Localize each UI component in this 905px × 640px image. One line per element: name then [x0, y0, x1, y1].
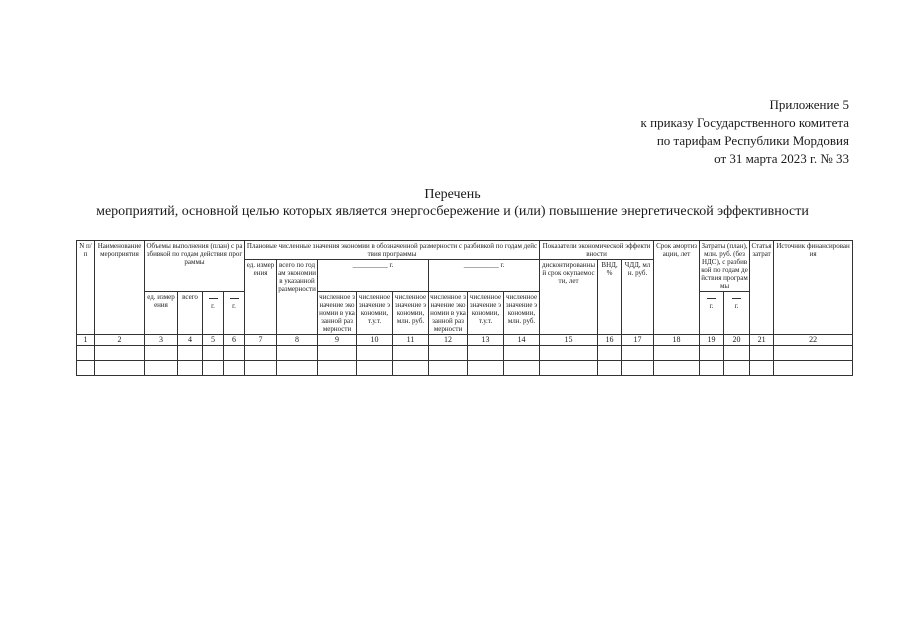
order-reference: к приказу Государственного комитета: [640, 115, 849, 130]
header-cost-article: Статья затрат: [750, 241, 774, 335]
document-subtitle: мероприятий, основной целью которых является энергосбережение и (или) повышение энергетической эффективности: [96, 204, 809, 219]
header-payback: Срок амортизации, лет: [654, 241, 700, 335]
table-row: [77, 346, 853, 361]
column-number: 17: [622, 335, 654, 346]
table-header-row: [77, 292, 853, 335]
header-costs: Затраты (план), млн. руб. (без НДС), с разбивкой по годам действия программы: [701, 242, 748, 290]
measures-table: [76, 240, 853, 376]
column-number: 16: [598, 335, 622, 346]
header-planned-savings: Плановые численные значения экономии в обозначенной размерности с разбивкой по годам действия программы: [245, 241, 540, 260]
header-cost-year: г.: [724, 292, 750, 335]
header-saving-value: численное значение экономии в указанной размерности: [319, 293, 355, 333]
column-number: 3: [145, 335, 178, 346]
document-title: Перечень: [424, 187, 481, 202]
column-number: 8: [277, 335, 318, 346]
column-number-row: [77, 335, 853, 346]
column-number: 4: [178, 335, 203, 346]
column-number: 19: [700, 335, 724, 346]
appendix-label: Приложение 5: [769, 97, 849, 112]
column-number: 13: [468, 335, 504, 346]
header-saving-rub: численное значение экономии, млн. руб.: [504, 292, 540, 335]
column-number: 21: [750, 335, 774, 346]
order-date: от 31 марта 2023 г. № 33: [714, 151, 849, 166]
header-volume-unit: ед. измерения: [145, 292, 178, 335]
header-volume-total: всего: [178, 292, 203, 335]
column-number: 10: [357, 335, 393, 346]
header-saving-tut: численное значение экономии, т.у.т.: [468, 292, 504, 335]
column-number: 6: [224, 335, 245, 346]
column-number: 11: [393, 335, 429, 346]
header-unit: ед. измерения: [245, 260, 277, 335]
header-npv: ЧДД, млн. руб.: [622, 260, 654, 335]
header-cost-year: г.: [700, 292, 724, 335]
header-discount-payback: дисконтированный срок окупаемости, лет: [540, 260, 598, 335]
header-volume-year: г.: [203, 292, 224, 335]
table-row: [77, 361, 853, 376]
column-number: 2: [95, 335, 145, 346]
document-header: [641, 96, 849, 168]
column-number: 22: [774, 335, 853, 346]
header-year-b: __________ г.: [429, 260, 540, 292]
column-number: 12: [429, 335, 468, 346]
column-number: 14: [504, 335, 540, 346]
header-measure-name: Наименование мероприятия: [95, 241, 145, 335]
header-saving-tut: численное значение экономии, т.у.т.: [357, 292, 393, 335]
column-number: 18: [654, 335, 700, 346]
column-number: 15: [540, 335, 598, 346]
column-number: 9: [318, 335, 357, 346]
header-saving-value: численное значение экономии в указанной размерности: [430, 293, 466, 333]
header-funding-source: Источник финансирования: [774, 241, 853, 335]
header-volumes: Объемы выполнения (план) с разбивкой по годам действия программы: [145, 241, 245, 292]
header-irr: ВНД, %: [598, 260, 622, 335]
header-saving-rub: численное значение экономии, млн. руб.: [393, 292, 429, 335]
header-economic-indicators: Показатели экономической эффективности: [540, 241, 654, 260]
column-number: 1: [77, 335, 95, 346]
header-number: N п/п: [77, 241, 95, 335]
header-volume-year: г.: [224, 292, 245, 335]
header-total-savings: всего по годам экономии в указанной размерности: [277, 260, 318, 335]
header-year-a: __________ г.: [318, 260, 429, 292]
column-number: 20: [724, 335, 750, 346]
column-number: 5: [203, 335, 224, 346]
committee-name: по тарифам Республики Мордовия: [656, 133, 849, 148]
table-header-row: [77, 241, 853, 260]
column-number: 7: [245, 335, 277, 346]
